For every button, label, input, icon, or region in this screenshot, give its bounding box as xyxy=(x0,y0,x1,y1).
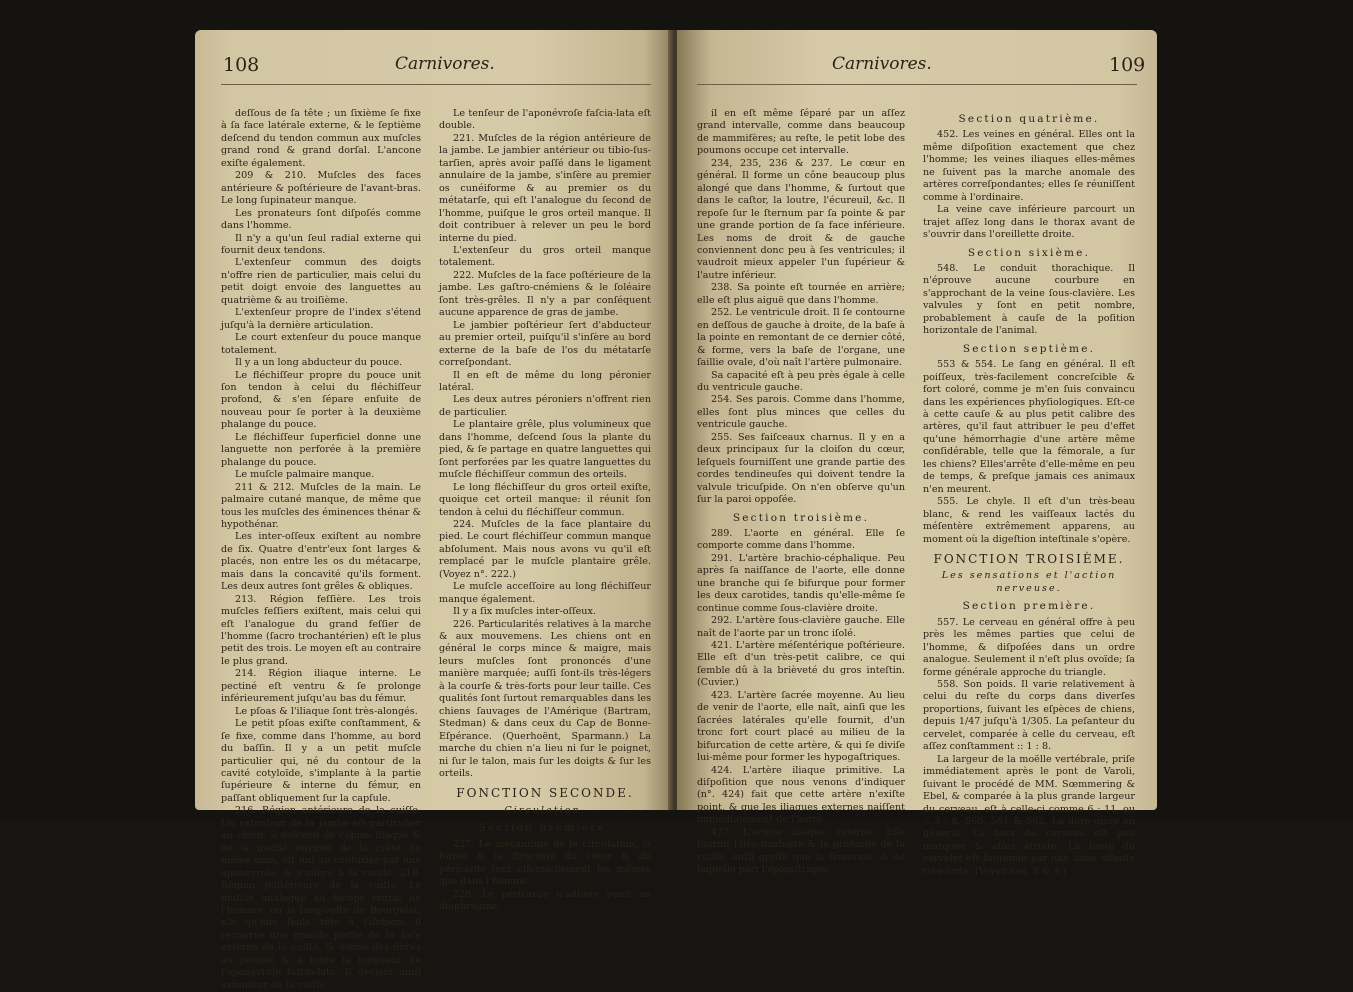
paragraph: 228. Le péricarde n'adhère point au diaphragme: xyxy=(439,888,651,913)
paragraph: 213. Région feſſière. Les trois muſcles feſſiers exiſtent, mais celui qui eſt l'analogue du grand feſſier de l'homme (ſacro trochantérien) eſt le plus petit des trois. Le moyen eſt au contraire le plus grand. xyxy=(221,593,421,667)
paragraph: Le court extenſeur du pouce manque totalement. xyxy=(221,332,421,356)
paragraph: deſſous de ſa tête ; un ſixième ſe fixe à ſa face latérale externe, & le ſeptième deſcend du tendon commun aux muſcles grand rond & grand dorſal. L'ancone exiſte également. xyxy=(221,108,421,169)
paragraph: Le tenſeur de l'aponévroſe faſcia-lata eſt double. xyxy=(439,108,651,132)
paragraph: 558. Son poids. Il varie relativement à celui du reſte du corps dans diverſes proportions, ſuivant les eſpèces de chiens, depuis 1/47 juſqu'à 1/305. La peſanteur du cervelet, comparée à celle du cerveau, eſt aſſez conſtamment :: 1 : 8. xyxy=(923,679,1135,753)
paragraph: 291. L'artère brachio-céphalique. Peu après ſa naiſſance de l'aorte, elle donne une branche qui ſe bifurque pour former les deux carotides, tandis qu'elle-même ſe continue comme ſous-clavière droite. xyxy=(697,552,905,614)
paragraph: 227. Le mécaniſme de la circulation, la forme & la ſtructure du cœur & du péricarde ſont eſſentiellement les mêmes que dans l'homme. xyxy=(439,838,651,888)
paragraph: 421. L'artère méſentérique poſtérieure. Elle eſt d'un très-petit calibre, ce qui ſemble dû à la brièveté du gros inteſtin. (Cuvier.) xyxy=(697,640,905,689)
paragraph: Le fléchiſſeur ſuperficiel donne une languette non perforée à la première phalange du pouce. xyxy=(221,431,421,468)
paragraph: 557. Le cerveau en général offre à peu près les mêmes parties que celui de l'homme, & diſpoſées dans un ordre analogue. Seulement il n'eſt plus ovoïde; ſa forme générale approche du triangle. xyxy=(923,616,1135,678)
paragraph: Les inter-oſſeux exiſtent au nombre de ſix. Quatre d'entr'eux ſont larges & placés, non entre les os du métacarpe, mais dans la concavité qu'ils forment. Les deux autres ſont grêles & obliques. xyxy=(221,531,421,593)
paragraph: 452. Les veines en général. Elles ont la même diſpoſition exactement que chez l'homme; les veines iliaques elles-mêmes ne ſuivent pas la marche anomale des artères correſpondantes; elles ſe réuniſſent comme à l'ordinaire. xyxy=(923,129,1135,203)
right-page xyxy=(677,30,1157,877)
paragraph: 216. Région antérieure de la cuiſſe. Un extenſeur de la jambe eſt particulier au chien; il deſcend de l'épine iliaque & de la moitié environ de la crête du même nom, eſt uni au couturier par une aponévroſe, & s'inſère à la rotule. 218. Région poſtérieure de la cuiſſe. Le muſcle analogue au biceps crural de l'homme, ou le long-vaſte de Bourgelat, n'a qu'une ſeule tête à l'iſchion; il recouvre une grande partie de la face externe de la cuiſſe, & donne des fibres au péroné & à toute la longueur de l'aponévroſe faſcia-lata. Il devient ainſi extenſeur de la cuiſſe. xyxy=(221,805,421,991)
paragraph: 548. Le conduit thorachique. Il n'éprouve aucune courbure en s'approchant de la veine ſous-clavière. Les valvules y ſont en petit nombre, probablement à cauſe de la poſition horizontale de l'animal. xyxy=(923,262,1135,337)
paragraph: Le petit pſoas exiſte conſtamment, & ſe fixe, comme dans l'homme, au bord du baſſin. Il y a un petit muſcle particulier qui, né du contour de la cavité cotyloïde, s'implante à la partie ſupérieure & interne du fémur, en paſſant obliquement ſur la capſule. xyxy=(221,718,421,804)
paragraph: 255. Ses faiſceaux charnus. Il y en a deux principaux ſur la cloiſon du cœur, leſquels fourniſſent une grande partie des cordes tendineuſes qui doivent tendre la valvule tricuſpide. On n'en obſerve qu'un ſur la paroi oppoſée. xyxy=(697,431,905,506)
paragraph: L'extenſeur propre de l'index s'étend juſqu'à la dernière articulation. xyxy=(221,307,421,331)
paragraph: Le pſoas & l'iliaque ſont très-alongés. xyxy=(235,705,418,717)
paragraph: Il y a un long abducteur du pouce. xyxy=(235,357,403,369)
section-heading: Section première. xyxy=(478,822,612,835)
paragraph: 234, 235, 236 & 237. Le cœur en général. Il forme un cône beaucoup plus alongé que dans l'homme, & ſurtout que dans le caſtor, la loutre, l'écureuil, &c. Il repoſe ſur le ſternum par ſa pointe & par une grande portion de ſa face inférieure. Les noms de droit & de gauche conviennent donc peu à ſes ventricules; il vaudroit mieux appeler l'un ſupérieur & l'autre inférieur. xyxy=(697,157,905,281)
paragraph: 292. L'artère ſous-clavière gauche. Elle naît de l'aorte par un tronc iſolé. xyxy=(697,615,905,639)
running-head-right: Carnivores. xyxy=(832,54,932,74)
paragraph: Le muſcle palmaire manque. xyxy=(235,469,375,481)
paragraph: 553 & 554. Le ſang en général. Il eſt poiſſeux, très-facilement concreſcible & fort coloré, comme je m'en ſuis convaincu dans les expériences phyſiologiques. Eſt-ce à cette cauſe & au plus petit calibre des artères, qu'il faut attribuer le peu d'effet qu'une hémorrhagie d'une artère même conſidérable, telle que la fémorale, a ſur les chiens? Elles'arrête d'elle-même en peu de temps, & preſque jamais ces animaux n'en meurent. xyxy=(923,359,1135,495)
section-heading: Section septième. xyxy=(962,342,1096,355)
section-heading: FONCTION TROISIÈME. xyxy=(933,551,1125,566)
left-column-1 xyxy=(221,108,421,992)
paragraph: 424. L'artère iliaque primitive. La diſpoſition que nous venons d'indiquer (n°. 424) fait que cette artère n'exiſte point, & que les iliaques externes naiſſent immédiatement de l'aorte. xyxy=(697,764,905,826)
section-subtitle: Circulation. xyxy=(504,804,586,816)
paragraph: Il y a ſix muſcles inter-oſſeux. xyxy=(453,606,596,618)
paragraph: 254. Ses parois. Comme dans l'homme, elles ſont plus minces que celles du ventricule gauche. xyxy=(697,394,905,431)
paragraph: Le plantaire grêle, plus volumineux que dans l'homme, deſcend ſous la plante du pied, & ſe partage en quatre languettes qui ſont perforées par les quatre languettes du muſcle fléchiſſeur commun des orteils. xyxy=(439,419,651,481)
section-heading: Section troisième. xyxy=(732,511,870,524)
section-heading: Section quatrième. xyxy=(958,113,1100,125)
paragraph: Le muſcle acceſſoire au long fléchiſſeur manque également. xyxy=(439,581,651,605)
paragraph: 222. Muſcles de la face poſtérieure de la jambe. Les gaſtro-cnémiens & le ſoléaire ſont très-grêles. Il n'y a par conſéquent aucune apparence de gras de jambe. xyxy=(439,269,651,319)
paragraph: Le jambier poſtérieur ſert d'abducteur au premier orteil, puiſqu'il s'inſère au bord externe de la baſe de l'os du métatarſe correſpondant. xyxy=(439,319,651,369)
header-rule xyxy=(697,84,1137,85)
paragraph: Sa capacité eſt à peu près égale à celle du ventricule gauche. xyxy=(697,369,905,393)
paragraph: L'extenſeur du gros orteil manque totalement. xyxy=(439,244,651,269)
section-heading: Section première. xyxy=(962,600,1096,613)
paragraph: La veine cave inférieure parcourt un trajet aſſez long dans le thorax avant de s'ouvrir dans l'oreillette droite. xyxy=(923,204,1135,241)
paragraph: 209 & 210. Muſcles des faces antérieure & poſtérieure de l'avant-bras. Le long ſupinateur manque. xyxy=(221,170,421,207)
paragraph: Il n'y a qu'un ſeul radial externe qui fournit deux tendons. xyxy=(221,232,421,256)
left-column-2 xyxy=(439,108,651,914)
paragraph: La largeur de la moëlle vertébrale, priſe immédiatement après le pont de Varoli, ſuivant le procédé de MM. Sœmmering & Ebel, & comparée à la plus grande largeur du cerveau, eſt à celle-ci comme 6 : 11, ou :: 3 : 8. 560, 561 & 562. La dure-mère en général. La faux du cerveau eſt peu marquée & aſſez étroite. La tente du cervelet eſt ſoutenue par une lame oſſeuſe très-forte. (Voyez nos. 3 & 4.) xyxy=(923,753,1135,877)
paragraph: 226. Particularités relatives à la marche & aux mouvemens. Les chiens ont en général le corps mince & maigre, mais leurs muſcles ſont prononcés d'une manière marquée; auſſi ſont-ils très-légers à la courſe & très-forts pour leur taille. Ces qualités ſont ſurtout remarquables dans les chiens ſauvages de l'Amérique (Bartram, Stedman) & dans ceux du Cap de Bonne-Eſpérance. (Querhoënt, Sparmann.) La marche du chien n'a lieu ni ſur le poignet, ni ſur le talon, mais ſur les doigts & ſur les orteils. xyxy=(439,618,651,780)
page-number-left: 108 xyxy=(223,54,260,76)
paragraph: 437. L'artère iliaque externe. Elle fournit l'iléo-lombaire & la profonde de la cuiſſe, auſſi groſſe que la fémorale, & de laquelle part l'épigaſtrique. xyxy=(697,826,905,876)
paragraph: 423. L'artère ſacrée moyenne. Au lieu de venir de l'aorte, elle naît, ainſi que les ſacrées latérales qu'elle fournit, d'un tronc fort court placé au milieu de la bifurcation de cette artère, & qui ſe diviſe lui-même pour former les hypogaſtriques. xyxy=(697,689,905,764)
section-heading: FONCTION SECONDE. xyxy=(456,786,634,801)
right-column-1 xyxy=(697,108,905,877)
left-page xyxy=(195,30,673,991)
paragraph: 224. Muſcles de la face plantaire du pied. Le court fléchiſſeur commun manque abſolument. Mais nous avons vu qu'il eſt remplacé par le muſcle plantaire grêle. (Voyez n°. 222.) xyxy=(439,518,651,580)
page-number-right: 109 xyxy=(1109,54,1146,76)
running-head-left: Carnivores. xyxy=(395,54,495,74)
paragraph: 289. L'aorte en général. Elle ſe comporte comme dans l'homme. xyxy=(697,527,905,552)
paragraph: 252. Le ventricule droit. Il ſe contourne en deſſous de gauche à droite, de la baſe à la pointe en remontant de ce dernier côté, & forme, vers la baſe de l'organe, une ſaillie ovale, d'où naît l'artère pulmonaire. xyxy=(697,307,905,369)
paragraph: 211 & 212. Muſcles de la main. Le palmaire cutané manque, de même que tous les muſcles des éminences thénar & hypothénar. xyxy=(221,481,421,530)
paragraph: Il en eſt de même du long péronier latéral. xyxy=(439,369,651,393)
section-subtitle: Les sensations et l'action nerveuse. xyxy=(941,570,1117,594)
paragraph: 214. Région iliaque interne. Le pectiné eſt ventru & ſe prolonge inférieurement juſqu'au bas du fémur. xyxy=(221,668,421,705)
paragraph: Les deux autres péroniers n'offrent rien de particulier. xyxy=(439,394,651,418)
paragraph: L'extenſeur commun des doigts n'offre rien de particulier, mais celui du petit doigt envoie des languettes au quatrième & au troiſième. xyxy=(221,257,421,306)
paragraph: il en eſt même ſéparé par un aſſez grand intervalle, comme dans beaucoup de mammifères; au reſte, le petit lobe des poumons occupe cet intervalle. xyxy=(697,108,905,157)
paragraph: 221. Muſcles de la région antérieure de la jambe. Le jambier antérieur ou tibio-ſus-tarſien, après avoir paſſé dans le ligament annulaire de la jambe, s'inſère au premier os cunéiforme & au premier os du métatarſe, qui eſt l'analogue du ſecond de l'homme, puiſque le gros orteil manque. Il doit contribuer à relever un peu le bord interne du pied. xyxy=(439,132,651,244)
paragraph: Le fléchiſſeur propre du pouce unit ſon tendon à celui du fléchiſſeur profond, & s'en ſépare enſuite de nouveau pour ſe porter à la deuxième phalange du pouce. xyxy=(221,369,421,431)
paragraph: Le long fléchiſſeur du gros orteil exiſte, quoique cet orteil manque: il réunit ſon tendon à celui du fléchiſſeur commun. xyxy=(439,481,651,518)
paragraph: 238. Sa pointe eſt tournée en arrière; elle eſt plus aiguë que dans l'homme. xyxy=(697,282,905,306)
section-heading: Section sixième. xyxy=(967,246,1091,259)
header-rule xyxy=(221,84,651,85)
paragraph: Les pronateurs ſont diſpoſés comme dans l'homme. xyxy=(221,207,421,232)
paragraph: 555. Le chyle. Il eſt d'un très-beau blanc, & rend les vaiſſeaux lactés du méſentère extrêmement apparens, au moment où la digeſtion inteſtinale s'opère. xyxy=(923,496,1135,545)
right-column-2 xyxy=(923,108,1135,878)
